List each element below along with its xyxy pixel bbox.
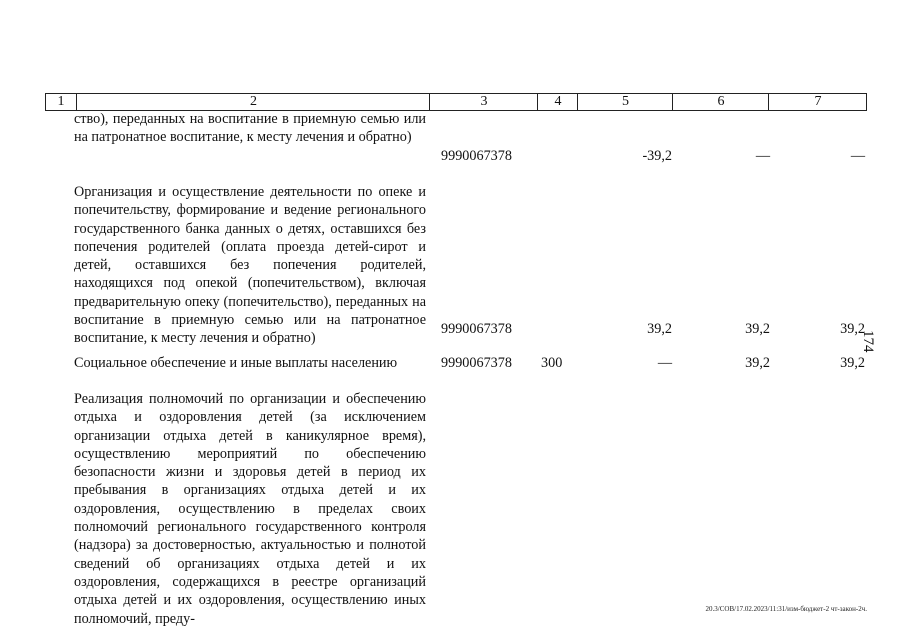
row-2-col7: 39,2	[840, 321, 865, 337]
row-4-description: Реализация полномочий по организации и обеспечению отдыха и оздоровления детей (за исключением организации отдыха детей в каникулярное время), осуществлению мероприятий по обеспечению безопасности жизни и здоровья детей в период их пребывания в организациях отдыха детей и их оздоровления, осуществлению в пределах своих полномочий регионального государственного контроля (надзора) за достоверностью, актуальностью и полнотой сведений об организациях отдыха детей и их оздоровления, содержащихся в реестре организаций отдыха детей и их оздоровления, осуществлению иных полномочий, преду-	[74, 391, 426, 627]
row-1-col7: —	[850, 148, 865, 164]
column-header-1: 1	[57, 94, 65, 109]
row-2-description: Организация и осуществление деятельности по опеке и попечительству, формирование и ведение регионального государственного банка данных о детях, оставшихся без попечения родителей (оплата проезда детей-сирот и детей, оставшихся без попечения родителей, находящихся под опекой (попечительством), включая предварительную опеку (попечительство), переданных на воспитание в приемную семью или на патронатное воспитание, к месту лечения и обратно)	[74, 184, 426, 347]
table-header-row	[45, 93, 867, 111]
row-3-type: 300	[541, 355, 563, 371]
row-1-col5: -39,2	[642, 148, 672, 164]
row-1-description: ство), переданных на воспитание в приемную семью или на патронатное воспитание, к месту лечения и обратно)	[74, 111, 426, 146]
column-header-5: 5	[577, 94, 673, 110]
column-header-3: 3	[429, 94, 538, 110]
row-1-code: 9990067378	[441, 148, 512, 164]
column-header-6: 6	[672, 94, 769, 110]
row-2-col5: 39,2	[647, 321, 672, 337]
page-number: 174	[860, 330, 876, 353]
row-1-col6: —	[755, 148, 770, 164]
footer-file-stamp: 20.3/СОВ/17.02.2023/11:31/изм-бюджет-2 чт-закон-2ч.	[705, 605, 867, 613]
row-2-col6: 39,2	[745, 321, 770, 337]
column-header-7: 7	[768, 94, 867, 110]
row-3-col6: 39,2	[745, 355, 770, 371]
row-3-col7: 39,2	[840, 355, 865, 371]
row-3-col5: —	[657, 355, 672, 371]
column-header-2: 2	[76, 94, 430, 110]
row-3-description: Социальное обеспечение и иные выплаты населению	[74, 355, 398, 371]
row-2-code: 9990067378	[441, 321, 512, 337]
column-header-4: 4	[537, 94, 578, 110]
row-3-code: 9990067378	[441, 355, 512, 371]
